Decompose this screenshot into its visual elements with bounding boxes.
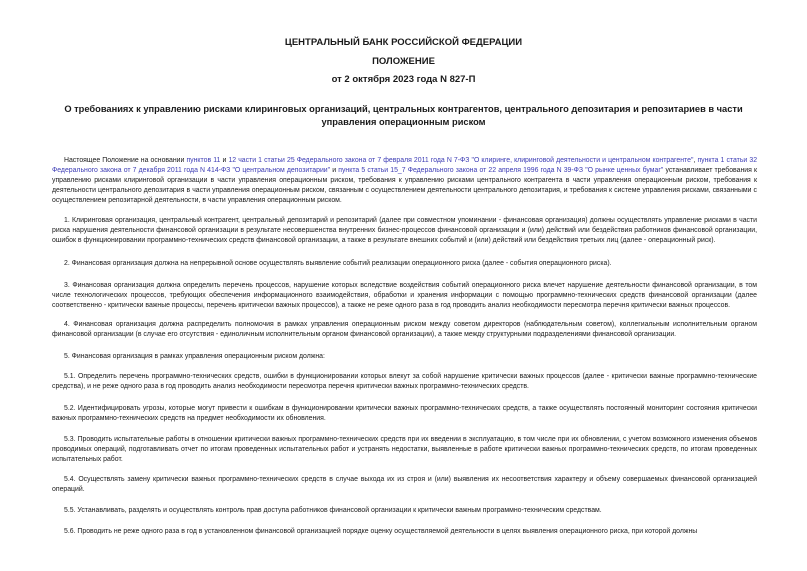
law-link-clearing[interactable]: 12 части 1 статьи 25 Федерального закона от 7 февраля 2011 года N 7-ФЗ "О клиринге, клиринговой деятельности и центральном контрагенте" bbox=[228, 157, 694, 164]
paragraph-5-3 bbox=[52, 435, 757, 465]
paragraph-3 bbox=[52, 281, 757, 311]
paragraph-5-4-text: 5.4. Осуществлять замену критически важных программно-технических средств в случае выхода их из строя и (или) выявления их несоответствия характеру и объему совершаемых финансовой организацией операций. bbox=[52, 476, 757, 493]
preamble-paragraph bbox=[52, 156, 757, 206]
preamble-text-4: и bbox=[332, 167, 337, 174]
paragraph-4-text: 4. Финансовая организация должна распределить полномочия в рамках управления операционным риском между советом директоров (наблюдательным советом), коллегиальным исполнительным органом финансовой организации (в случае его отсутствия - единоличным исполнительным органом финансовой организации), а также между структурными подразделениями финансовой организации. bbox=[52, 321, 757, 338]
paragraph-1 bbox=[52, 216, 757, 246]
paragraph-5-1-text: 5.1. Определить перечень программно-технических средств, ошибки в функционировании которых влекут за собой нарушение критически важных процессов (далее - критически важные программно-технические средства), и не реже одного раза в год проводить анализ необходимости пересмотра перечня критически важных программно-технических средств. bbox=[52, 373, 757, 390]
paragraph-1-text: 1. Клиринговая организация, центральный контрагент, центральный депозитарий и репозитарий (далее при совместном упоминании - финансовая организация) должны осуществлять управление рисками в части риска нарушения деятельности финансовой организации в результате несовершенства внутренних бизнес-процессов финансовой организации и (или) действий или бездействия работников финансовой организации, ошибок в функционировании программно-технических средств финансовой организации, а также в результате внешних событий и (или) действий или бездействия третьих лиц (далее - операционный риск). bbox=[52, 217, 757, 244]
preamble-text-1: Настоящее Положение на основании bbox=[64, 157, 185, 164]
law-link-central-depository[interactable]: пункта 1 статьи 32 Федерального закона от 7 декабря 2011 года N 414-ФЗ "О центральном депозитарии" bbox=[52, 157, 758, 174]
preamble-text-3: , bbox=[693, 157, 696, 164]
paragraph-5-5 bbox=[52, 506, 757, 516]
paragraph-5-2 bbox=[52, 404, 757, 424]
paragraph-5 bbox=[52, 352, 757, 362]
paragraph-5-1 bbox=[52, 372, 757, 392]
paragraph-5-5-text: 5.5. Устанавливать, разделять и осуществлять контроль прав доступа работников финансовой организации к критически важным программно-техническим средствам. bbox=[64, 507, 602, 514]
paragraph-5-4 bbox=[52, 475, 757, 495]
paragraph-2 bbox=[52, 259, 757, 269]
document-type-heading: ПОЛОЖЕНИЕ bbox=[372, 56, 435, 67]
law-link-points-11[interactable]: пунктов 11 bbox=[186, 157, 221, 164]
paragraph-5-2-text: 5.2. Идентифицировать угрозы, которые могут привести к ошибкам в функционировании критически важных программно-технических средств, а также осуществлять постоянный мониторинг состояния критически важных программно-технических средств на предмет необходимости их обновления. bbox=[52, 405, 757, 422]
document-date-heading: от 2 октября 2023 года N 827-П bbox=[331, 74, 476, 85]
paragraph-4 bbox=[52, 320, 757, 340]
paragraph-2-text: 2. Финансовая организация должна на непрерывной основе осуществлять выявление событий реализации операционного риска (далее - события операционного риска). bbox=[64, 260, 612, 267]
paragraph-5-text: 5. Финансовая организация в рамках управления операционным риском должна: bbox=[64, 353, 325, 360]
paragraph-5-3-text: 5.3. Проводить испытательные работы в отношении критически важных программно-технических средств при их введении в эксплуатацию, в том числе при их обновлении, с учетом возможного изменения объемов проводимых операций, подготавливать отчет по итогам проведенных испытательных работ и устранять недостатки, выявленные в работе критически важных программно-технических средств, по итогам проведенных испытательных работ. bbox=[52, 436, 757, 463]
preamble-text-5: устанавливает требования к управлению рисками клиринговой организации в части управления операционным риском, требования к управлению рисками центрального контрагента в части управления операционным риском, требования к деятельности центрального депозитария в части управления операционным риском, связанным с осуществлением деятельности центрального депозитария, и требования к системе управления рисками, связанными с осуществлением репозитарной деятельности, в части управления операционным риском. bbox=[52, 167, 757, 204]
paragraph-3-text: 3. Финансовая организация должна определить перечень процессов, нарушение которых вследствие воздействия событий операционного риска влечет нарушение деятельности финансовой организации, в том числе технологических процессов, требующих обеспечения информационного взаимодействия, обработки и хранения информации с помощью программно-технических средств финансовой организации (далее соответственно - критически важные процессы, перечень критически важных процессов), а также не реже одного раза в год проводить анализ необходимости пересмотра перечня критически важных процессов. bbox=[52, 282, 757, 309]
paragraph-5-6 bbox=[52, 527, 757, 537]
law-link-securities-market[interactable]: пункта 5 статьи 15_7 Федерального закона от 22 апреля 1996 года N 39-ФЗ "О рынке ценных бумаг" bbox=[338, 167, 664, 174]
preamble-text-2: и bbox=[222, 157, 227, 164]
document-title: О требованиях к управлению рисками клиринговых организаций, центральных контрагентов, центрального депозитария и репозитариев в части управления операционным риском bbox=[64, 104, 743, 127]
paragraph-5-6-text: 5.6. Проводить не реже одного раза в год в установленном финансовой организацией порядке оценку осуществляемой деятельности в целях выявления операционного риска, при которой должны bbox=[64, 528, 698, 535]
issuer-heading: ЦЕНТРАЛЬНЫЙ БАНК РОССИЙСКОЙ ФЕДЕРАЦИИ bbox=[284, 37, 523, 48]
